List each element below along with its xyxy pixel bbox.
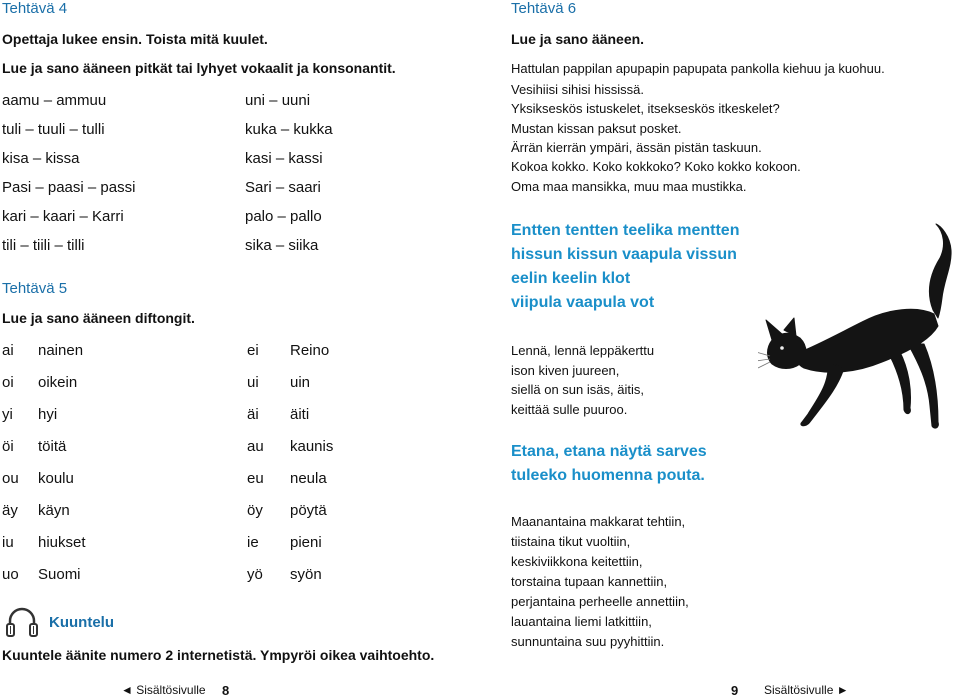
tongue-twister: Hattulan pappilan apupapin papupata pankolla kiehuu ja kuohuu. bbox=[511, 61, 885, 76]
t5-instruction: Lue ja sano ääneen diftongit. bbox=[2, 310, 195, 326]
toc-link-right[interactable]: Sisältösivulle ► bbox=[764, 683, 849, 697]
poem-line: keskiviikkona keitettiin, bbox=[511, 554, 643, 569]
word-pair: kari – kaari – Karri bbox=[2, 208, 124, 225]
example-word: pöytä bbox=[290, 502, 327, 519]
diphthong: iu bbox=[2, 534, 14, 551]
verse-line: Etana, etana näytä sarves bbox=[511, 443, 707, 460]
diphthong: yö bbox=[247, 566, 263, 583]
t6-instruction: Lue ja sano ääneen. bbox=[511, 31, 645, 47]
tongue-twister: Yksikseskös istuskelet, itsekseskös itkeskelet? bbox=[511, 101, 780, 116]
poem-line: tiistaina tikut vuoltiin, bbox=[511, 534, 631, 549]
example-word: äiti bbox=[290, 406, 310, 423]
t4-instruction-1: Opettaja lukee ensin. Toista mitä kuulet. bbox=[2, 31, 268, 47]
verse-line: tuleeko huomenna pouta. bbox=[511, 467, 705, 484]
word-pair: sika – siika bbox=[245, 237, 319, 254]
poem-line: Lennä, lennä leppäkerttu bbox=[511, 343, 655, 358]
headphones-icon bbox=[5, 607, 39, 637]
diphthong: äy bbox=[2, 502, 18, 519]
page-number-left: 8 bbox=[222, 683, 230, 698]
diphthong: uo bbox=[2, 566, 19, 583]
tongue-twister: Ärrän kierrän ympäri, ässän pistän taskuun. bbox=[511, 140, 762, 155]
diphthong: ei bbox=[247, 342, 259, 359]
poem-line: ison kiven juureen, bbox=[511, 363, 620, 378]
example-word: töitä bbox=[38, 438, 67, 455]
diphthong: öi bbox=[2, 438, 14, 455]
listening-label: Kuuntelu bbox=[49, 614, 114, 631]
t4-instruction-2: Lue ja sano ääneen pitkät tai lyhyet vokaalit ja konsonantit. bbox=[2, 60, 396, 76]
example-word: pieni bbox=[290, 534, 322, 551]
word-pair: palo – pallo bbox=[245, 208, 322, 225]
poem-line: keittää sulle puuroo. bbox=[511, 402, 628, 417]
toc-link-left[interactable]: ◄ Sisältösivulle bbox=[121, 683, 206, 697]
poem-line: siellä on sun isäs, äitis, bbox=[511, 382, 644, 397]
tongue-twister: Vesihiisi sihisi hississä. bbox=[511, 82, 644, 97]
example-word: koulu bbox=[38, 470, 74, 487]
word-pair: kisa – kissa bbox=[2, 150, 80, 167]
word-pair: Pasi – paasi – passi bbox=[2, 179, 136, 196]
example-word: neula bbox=[290, 470, 327, 487]
poem-line: sunnuntaina suu pyyhittiin. bbox=[511, 634, 665, 649]
diphthong: ui bbox=[247, 374, 259, 391]
diphthong: oi bbox=[2, 374, 14, 391]
poem-line: torstaina tupaan kannettiin, bbox=[511, 574, 668, 589]
verse-line: viipula vaapula vot bbox=[511, 294, 655, 311]
diphthong: ou bbox=[2, 470, 19, 487]
cat-illustration bbox=[758, 222, 960, 432]
diphthong: yi bbox=[2, 406, 13, 423]
t4-heading: Tehtävä 4 bbox=[2, 0, 68, 17]
t5-heading: Tehtävä 5 bbox=[2, 280, 68, 297]
poem-line: lauantaina liemi latkittiin, bbox=[511, 614, 652, 629]
word-pair: tuli – tuuli – tulli bbox=[2, 121, 105, 138]
example-word: oikein bbox=[38, 374, 78, 391]
word-pair: kuka – kukka bbox=[245, 121, 333, 138]
example-word: Suomi bbox=[38, 566, 81, 583]
tongue-twister: Mustan kissan paksut posket. bbox=[511, 121, 682, 136]
page-number-right: 9 bbox=[731, 683, 739, 698]
verse-line: eelin keelin klot bbox=[511, 270, 631, 287]
listening-instruction: Kuuntele äänite numero 2 internetistä. Ympyröi oikea vaihtoehto. bbox=[2, 647, 435, 663]
word-pair: aamu – ammuu bbox=[2, 92, 107, 109]
example-word: käyn bbox=[38, 502, 70, 519]
poem-line: perjantaina perheelle annettiin, bbox=[511, 594, 689, 609]
verse-line: Entten tentten teelika mentten bbox=[511, 222, 740, 239]
word-pair: uni – uuni bbox=[245, 92, 311, 109]
word-pair: tili – tiili – tilli bbox=[2, 237, 85, 254]
diphthong: öy bbox=[247, 502, 263, 519]
example-word: hyi bbox=[38, 406, 58, 423]
word-pair: Sari – saari bbox=[245, 179, 321, 196]
example-word: Reino bbox=[290, 342, 330, 359]
diphthong: au bbox=[247, 438, 264, 455]
example-word: syön bbox=[290, 566, 322, 583]
tongue-twister: Oma maa mansikka, muu maa mustikka. bbox=[511, 179, 747, 194]
verse-line: hissun kissun vaapula vissun bbox=[511, 246, 737, 263]
example-word: nainen bbox=[38, 342, 84, 359]
diphthong: ai bbox=[2, 342, 14, 359]
tongue-twister: Kokoa kokko. Koko kokkoko? Koko kokko kokoon. bbox=[511, 159, 801, 174]
example-word: kaunis bbox=[290, 438, 334, 455]
example-word: uin bbox=[290, 374, 311, 391]
diphthong: äi bbox=[247, 406, 259, 423]
poem-line: Maanantaina makkarat tehtiin, bbox=[511, 514, 686, 529]
example-word: hiukset bbox=[38, 534, 86, 551]
diphthong: eu bbox=[247, 470, 264, 487]
t6-heading: Tehtävä 6 bbox=[511, 0, 577, 17]
diphthong: ie bbox=[247, 534, 259, 551]
word-pair: kasi – kassi bbox=[245, 150, 323, 167]
